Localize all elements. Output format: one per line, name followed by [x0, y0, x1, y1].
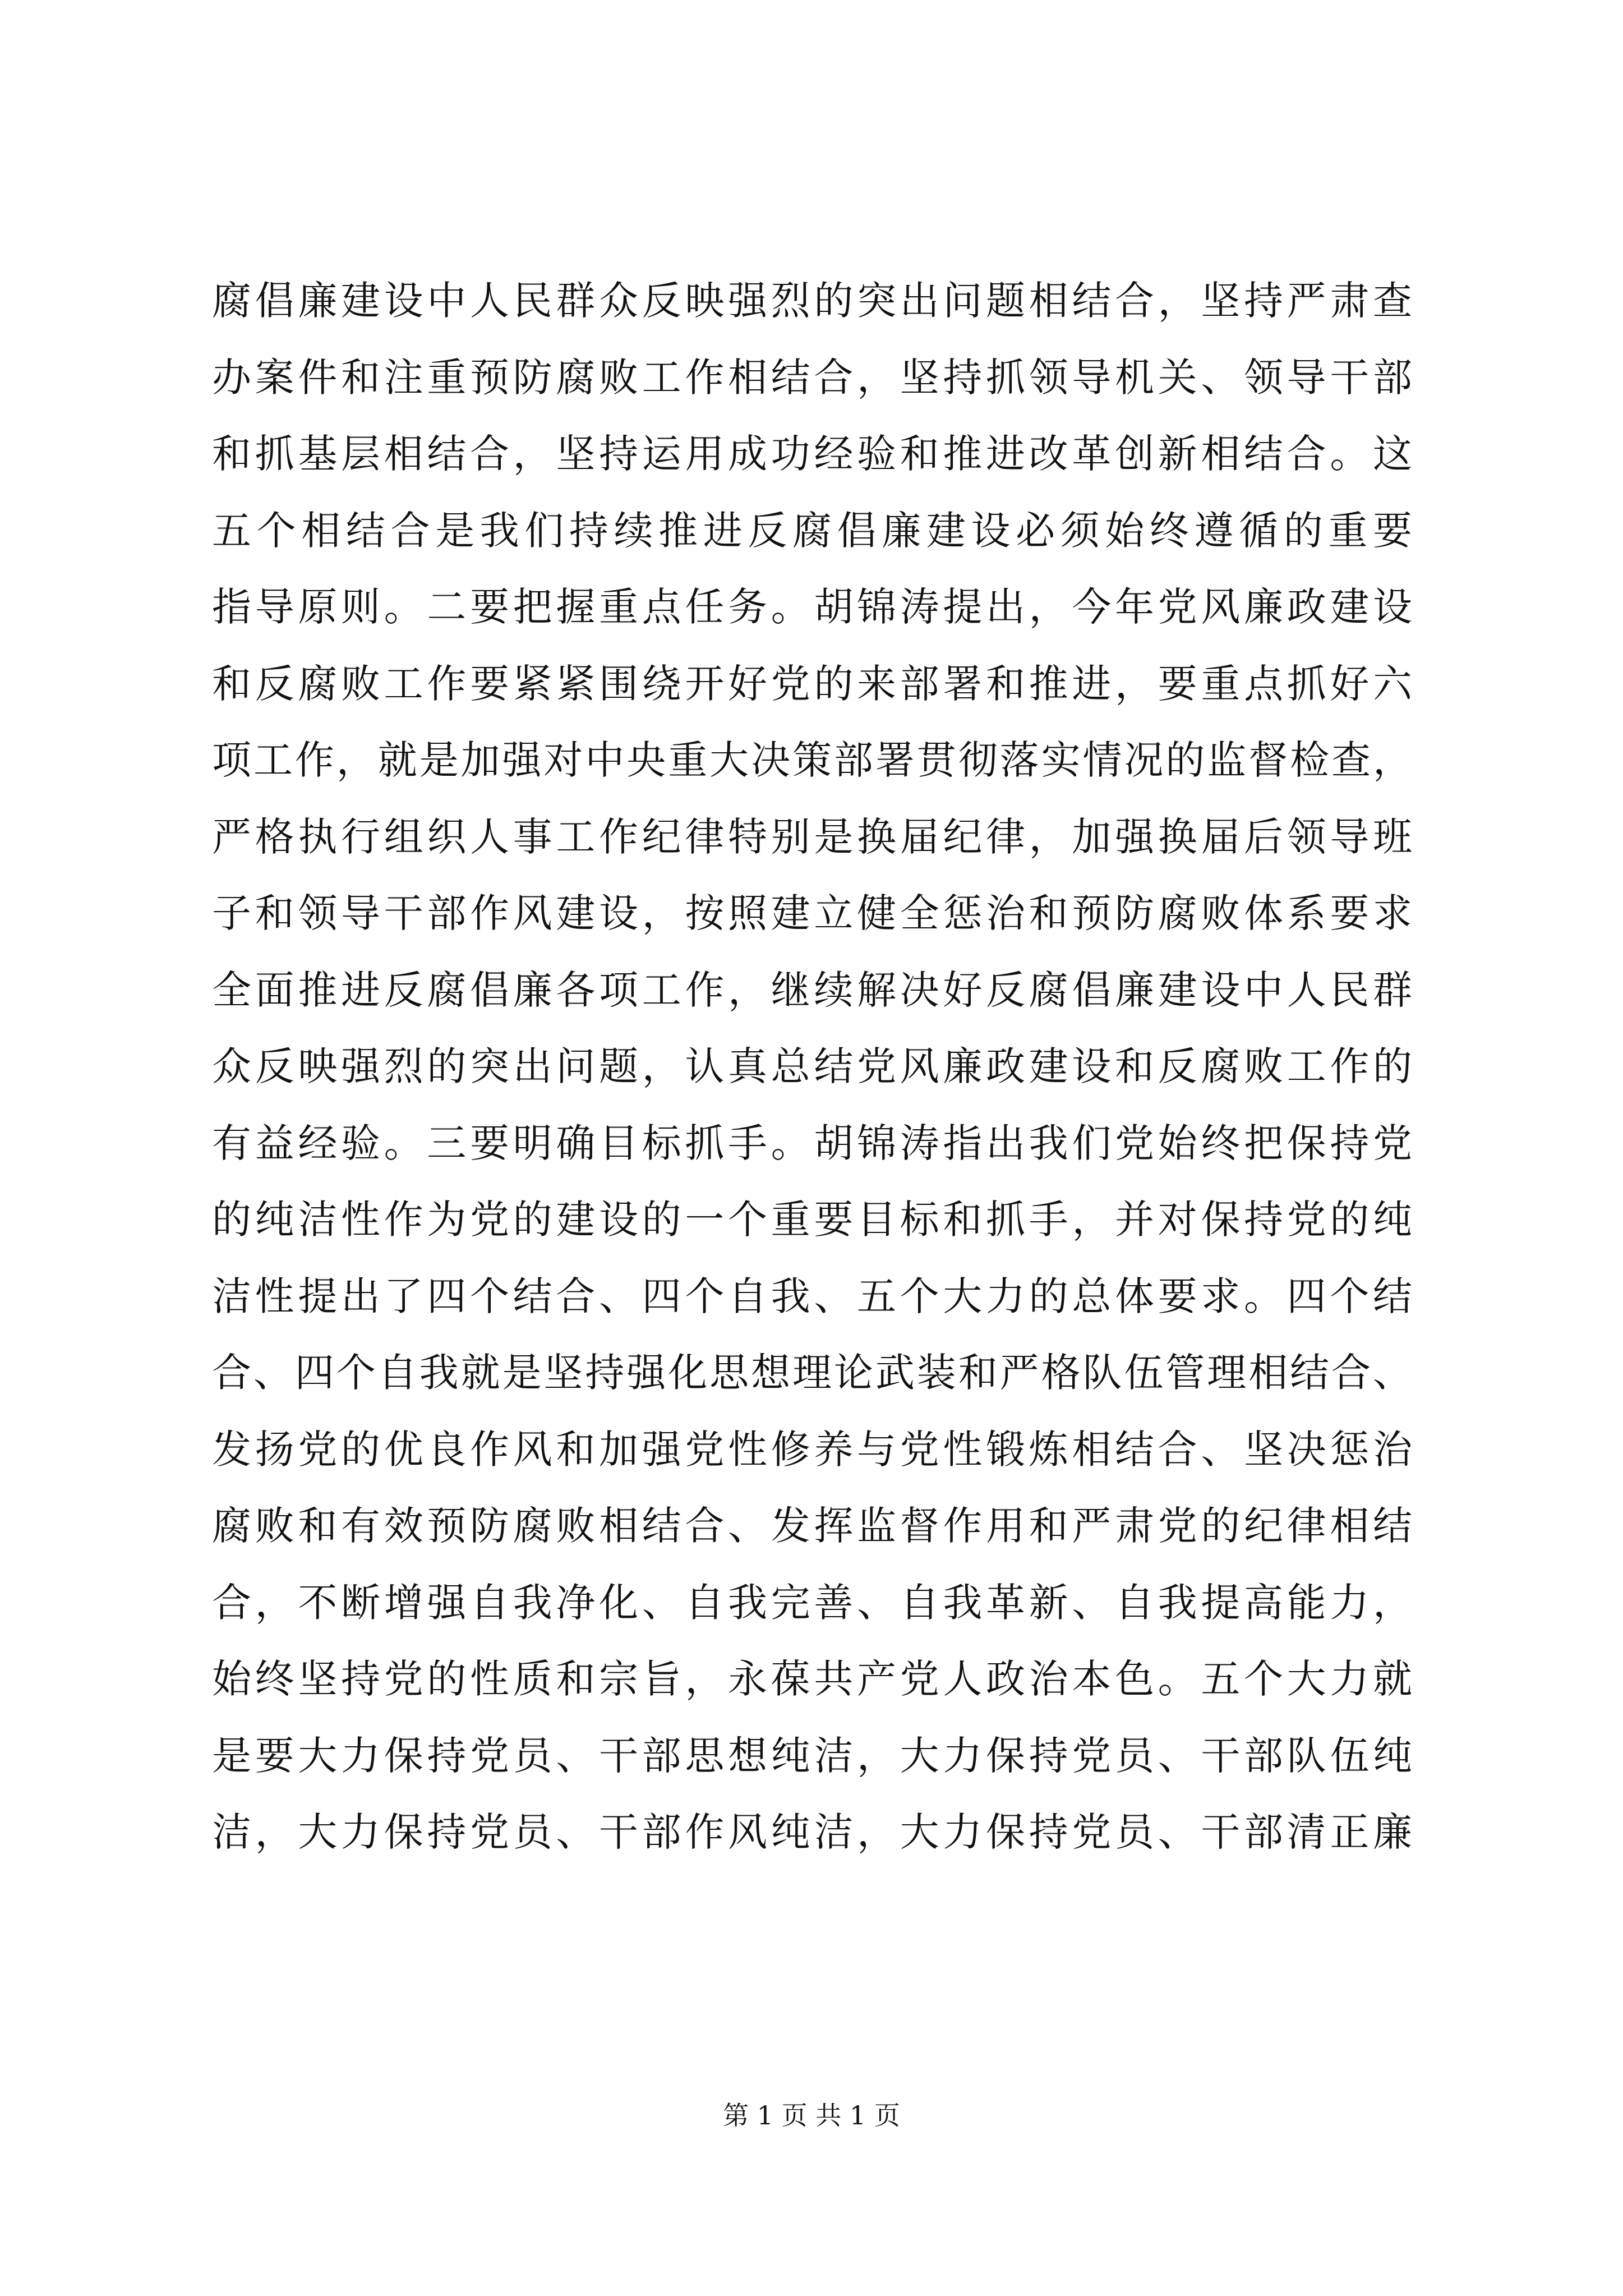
text-line: 全面推进反腐倡廉各项工作，继续解决好反腐倡廉建设中人民群	[212, 967, 1412, 1013]
text-line: 合，不断增强自我净化、自我完善、自我革新、自我提高能力，	[212, 1579, 1412, 1626]
text-line: 发扬党的优良作风和加强党性修养与党性锻炼相结合、坚决惩治	[212, 1426, 1412, 1473]
text-line: 和反腐败工作要紧紧围绕开好党的来部署和推进，要重点抓好六	[212, 660, 1412, 707]
text-line: 严格执行组织人事工作纪律特别是换届纪律，加强换届后领导班	[212, 813, 1412, 860]
text-line: 五个相结合是我们持续推进反腐倡廉建设必须始终遵循的重要	[212, 507, 1412, 554]
text-line: 项工作，就是加强对中央重大决策部署贯彻落实情况的监督检查，	[212, 737, 1412, 783]
text-line: 合、四个自我就是坚持强化思想理论武装和严格队伍管理相结合、	[212, 1350, 1412, 1396]
text-line: 腐倡廉建设中人民群众反映强烈的突出问题相结合，坚持严肃查	[212, 278, 1412, 324]
body-text	[212, 263, 1412, 1871]
page-number-footer: 第 1 页 共 1 页	[723, 2100, 900, 2131]
text-line: 子和领导干部作风建设，按照建立健全惩治和预防腐败体系要求	[212, 890, 1412, 936]
text-line: 始终坚持党的性质和宗旨，永葆共产党人政治本色。五个大力就	[212, 1656, 1412, 1702]
text-line: 是要大力保持党员、干部思想纯洁，大力保持党员、干部队伍纯	[212, 1732, 1412, 1779]
text-line: 腐败和有效预防腐败相结合、发挥监督作用和严肃党的纪律相结	[212, 1503, 1412, 1549]
text-line: 指导原则。二要把握重点任务。胡锦涛提出，今年党风廉政建设	[212, 584, 1412, 630]
text-line: 洁，大力保持党员、干部作风纯洁，大力保持党员、干部清正廉	[212, 1809, 1412, 1855]
text-line: 办案件和注重预防腐败工作相结合，坚持抓领导机关、领导干部	[212, 354, 1412, 401]
text-line: 洁性提出了四个结合、四个自我、五个大力的总体要求。四个结	[212, 1273, 1412, 1319]
text-line: 和抓基层相结合，坚持运用成功经验和推进改革创新相结合。这	[212, 431, 1412, 477]
text-line: 有益经验。三要明确目标抓手。胡锦涛指出我们党始终把保持党	[212, 1120, 1412, 1166]
text-line: 众反映强烈的突出问题，认真总结党风廉政建设和反腐败工作的	[212, 1043, 1412, 1089]
text-line: 的纯洁性作为党的建设的一个重要目标和抓手，并对保持党的纯	[212, 1197, 1412, 1243]
